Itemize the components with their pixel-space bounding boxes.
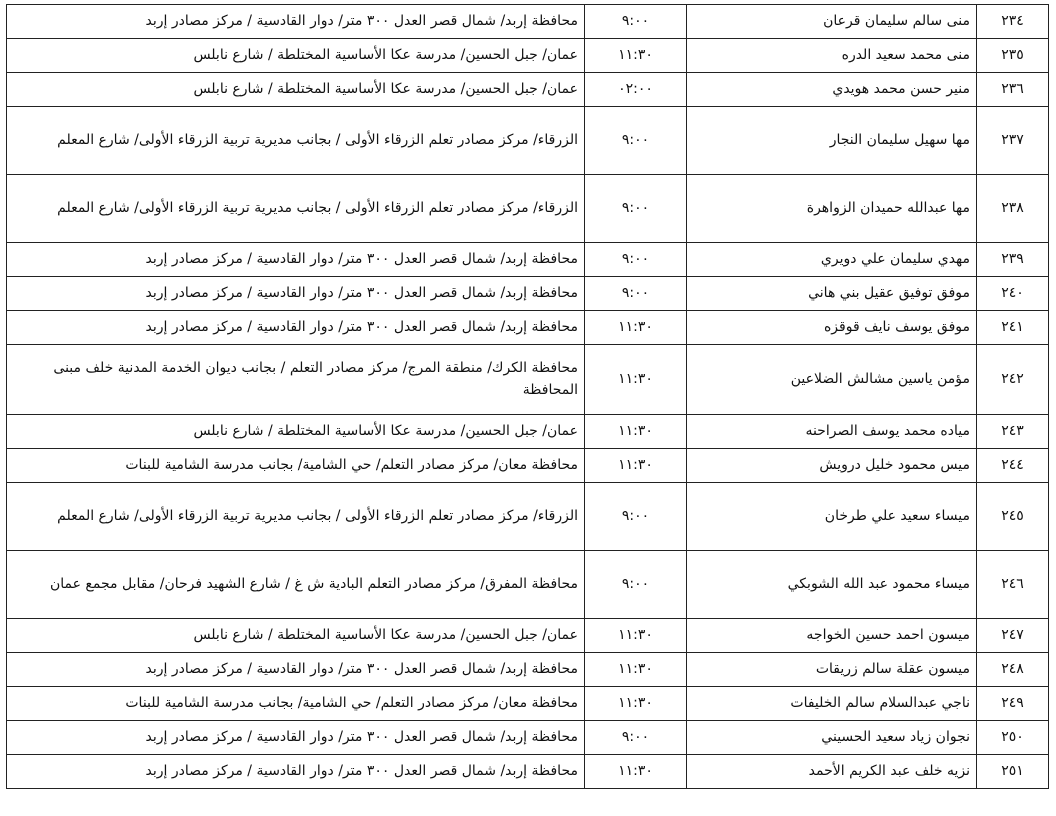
location-address-cell: محافظة معان/ مركز مصادر التعلم/ حي الشامية/ بجانب مدرسة الشامية للبنات <box>7 449 585 483</box>
location-address-cell: عمان/ جبل الحسين/ مدرسة عكا الأساسية المختلطة / شارع نابلس <box>7 415 585 449</box>
appointment-time-cell: ١١:٣٠ <box>585 449 687 483</box>
appointment-time-cell: ٩:٠٠ <box>585 483 687 551</box>
person-name-cell: مياده محمد يوسف الصراحنه <box>687 415 977 449</box>
appointment-time-cell: ١١:٣٠ <box>585 415 687 449</box>
person-name-cell: مها عبدالله حميدان الزواهرة <box>687 175 977 243</box>
row-number-cell: ٢٤٧ <box>977 619 1049 653</box>
location-address-cell: محافظة إربد/ شمال قصر العدل ٣٠٠ متر/ دوار القادسية / مركز مصادر إربد <box>7 5 585 39</box>
appointment-time-cell: ٩:٠٠ <box>585 277 687 311</box>
table-row <box>7 5 1049 39</box>
table-row <box>7 175 1049 243</box>
table-row <box>7 483 1049 551</box>
appointment-time-cell: ٩:٠٠ <box>585 551 687 619</box>
row-number-cell: ٢٣٧ <box>977 107 1049 175</box>
location-address-cell: محافظة المفرق/ مركز مصادر التعلم البادية ش غ / شارع الشهيد فرحان/ مقابل مجمع عمان <box>7 551 585 619</box>
location-address-cell: محافظة إربد/ شمال قصر العدل ٣٠٠ متر/ دوار القادسية / مركز مصادر إربد <box>7 755 585 789</box>
row-number-cell: ٢٣٥ <box>977 39 1049 73</box>
row-number-cell: ٢٤٤ <box>977 449 1049 483</box>
appointment-time-cell: ١١:٣٠ <box>585 311 687 345</box>
person-name-cell: منير حسن محمد هويدي <box>687 73 977 107</box>
table-row <box>7 107 1049 175</box>
person-name-cell: منى سالم سليمان قرعان <box>687 5 977 39</box>
exam-schedule-table <box>6 4 1049 789</box>
table-row <box>7 551 1049 619</box>
document-page <box>7 4 1049 789</box>
location-address-cell: محافظة إربد/ شمال قصر العدل ٣٠٠ متر/ دوار القادسية / مركز مصادر إربد <box>7 721 585 755</box>
appointment-time-cell: ١١:٣٠ <box>585 345 687 415</box>
row-number-cell: ٢٣٩ <box>977 243 1049 277</box>
location-address-cell: عمان/ جبل الحسين/ مدرسة عكا الأساسية المختلطة / شارع نابلس <box>7 39 585 73</box>
location-address-cell: محافظة الكرك/ منطقة المرج/ مركز مصادر التعلم / بجانب ديوان الخدمة المدنية خلف مبنى المحافظة <box>7 345 585 415</box>
row-number-cell: ٢٣٨ <box>977 175 1049 243</box>
table-row <box>7 721 1049 755</box>
table-row <box>7 687 1049 721</box>
appointment-time-cell: ٩:٠٠ <box>585 721 687 755</box>
row-number-cell: ٢٣٤ <box>977 5 1049 39</box>
location-address-cell: محافظة إربد/ شمال قصر العدل ٣٠٠ متر/ دوار القادسية / مركز مصادر إربد <box>7 277 585 311</box>
appointment-time-cell: ١١:٣٠ <box>585 39 687 73</box>
row-number-cell: ٢٥٠ <box>977 721 1049 755</box>
row-number-cell: ٢٤٨ <box>977 653 1049 687</box>
location-address-cell: الزرقاء/ مركز مصادر تعلم الزرقاء الأولى / بجانب مديرية تربية الزرقاء الأولى/ شارع المعلم <box>7 175 585 243</box>
person-name-cell: ميساء محمود عبد الله الشوبكي <box>687 551 977 619</box>
location-address-cell: الزرقاء/ مركز مصادر تعلم الزرقاء الأولى / بجانب مديرية تربية الزرقاء الأولى/ شارع المعلم <box>7 483 585 551</box>
appointment-time-cell: ١١:٣٠ <box>585 687 687 721</box>
location-address-cell: محافظة إربد/ شمال قصر العدل ٣٠٠ متر/ دوار القادسية / مركز مصادر إربد <box>7 653 585 687</box>
table-row <box>7 277 1049 311</box>
row-number-cell: ٢٤٠ <box>977 277 1049 311</box>
row-number-cell: ٢٤١ <box>977 311 1049 345</box>
location-address-cell: محافظة معان/ مركز مصادر التعلم/ حي الشامية/ بجانب مدرسة الشامية للبنات <box>7 687 585 721</box>
person-name-cell: ميسون عقلة سالم زريقات <box>687 653 977 687</box>
appointment-time-cell: ٩:٠٠ <box>585 175 687 243</box>
location-address-cell: الزرقاء/ مركز مصادر تعلم الزرقاء الأولى / بجانب مديرية تربية الزرقاء الأولى/ شارع المعلم <box>7 107 585 175</box>
table-row <box>7 243 1049 277</box>
row-number-cell: ٢٤٥ <box>977 483 1049 551</box>
table-row <box>7 449 1049 483</box>
person-name-cell: ناجي عبدالسلام سالم الخليفات <box>687 687 977 721</box>
person-name-cell: نزيه خلف عبد الكريم الأحمد <box>687 755 977 789</box>
person-name-cell: موفق يوسف نايف قوقزه <box>687 311 977 345</box>
appointment-time-cell: ٩:٠٠ <box>585 107 687 175</box>
person-name-cell: نجوان زياد سعيد الحسيني <box>687 721 977 755</box>
appointment-time-cell: ١١:٣٠ <box>585 755 687 789</box>
table-row <box>7 311 1049 345</box>
location-address-cell: محافظة إربد/ شمال قصر العدل ٣٠٠ متر/ دوار القادسية / مركز مصادر إربد <box>7 243 585 277</box>
person-name-cell: موفق توفيق عقيل بني هاني <box>687 277 977 311</box>
person-name-cell: مهدي سليمان علي دويري <box>687 243 977 277</box>
table-row <box>7 653 1049 687</box>
table-body <box>7 5 1049 789</box>
row-number-cell: ٢٥١ <box>977 755 1049 789</box>
appointment-time-cell: ٠٢:٠٠ <box>585 73 687 107</box>
person-name-cell: منى محمد سعيد الدره <box>687 39 977 73</box>
table-row <box>7 415 1049 449</box>
row-number-cell: ٢٣٦ <box>977 73 1049 107</box>
table-row <box>7 73 1049 107</box>
row-number-cell: ٢٤٦ <box>977 551 1049 619</box>
location-address-cell: عمان/ جبل الحسين/ مدرسة عكا الأساسية المختلطة / شارع نابلس <box>7 73 585 107</box>
person-name-cell: ميسون احمد حسين الخواجه <box>687 619 977 653</box>
person-name-cell: مها سهيل سليمان النجار <box>687 107 977 175</box>
table-row <box>7 345 1049 415</box>
row-number-cell: ٢٤٣ <box>977 415 1049 449</box>
person-name-cell: ميساء سعيد علي طرخان <box>687 483 977 551</box>
table-row <box>7 39 1049 73</box>
appointment-time-cell: ٩:٠٠ <box>585 243 687 277</box>
person-name-cell: مؤمن ياسين مشالش الضلاعين <box>687 345 977 415</box>
appointment-time-cell: ١١:٣٠ <box>585 619 687 653</box>
appointment-time-cell: ١١:٣٠ <box>585 653 687 687</box>
table-row <box>7 619 1049 653</box>
table-row <box>7 755 1049 789</box>
row-number-cell: ٢٤٢ <box>977 345 1049 415</box>
location-address-cell: عمان/ جبل الحسين/ مدرسة عكا الأساسية المختلطة / شارع نابلس <box>7 619 585 653</box>
appointment-time-cell: ٩:٠٠ <box>585 5 687 39</box>
row-number-cell: ٢٤٩ <box>977 687 1049 721</box>
person-name-cell: ميس محمود خليل درويش <box>687 449 977 483</box>
location-address-cell: محافظة إربد/ شمال قصر العدل ٣٠٠ متر/ دوار القادسية / مركز مصادر إربد <box>7 311 585 345</box>
